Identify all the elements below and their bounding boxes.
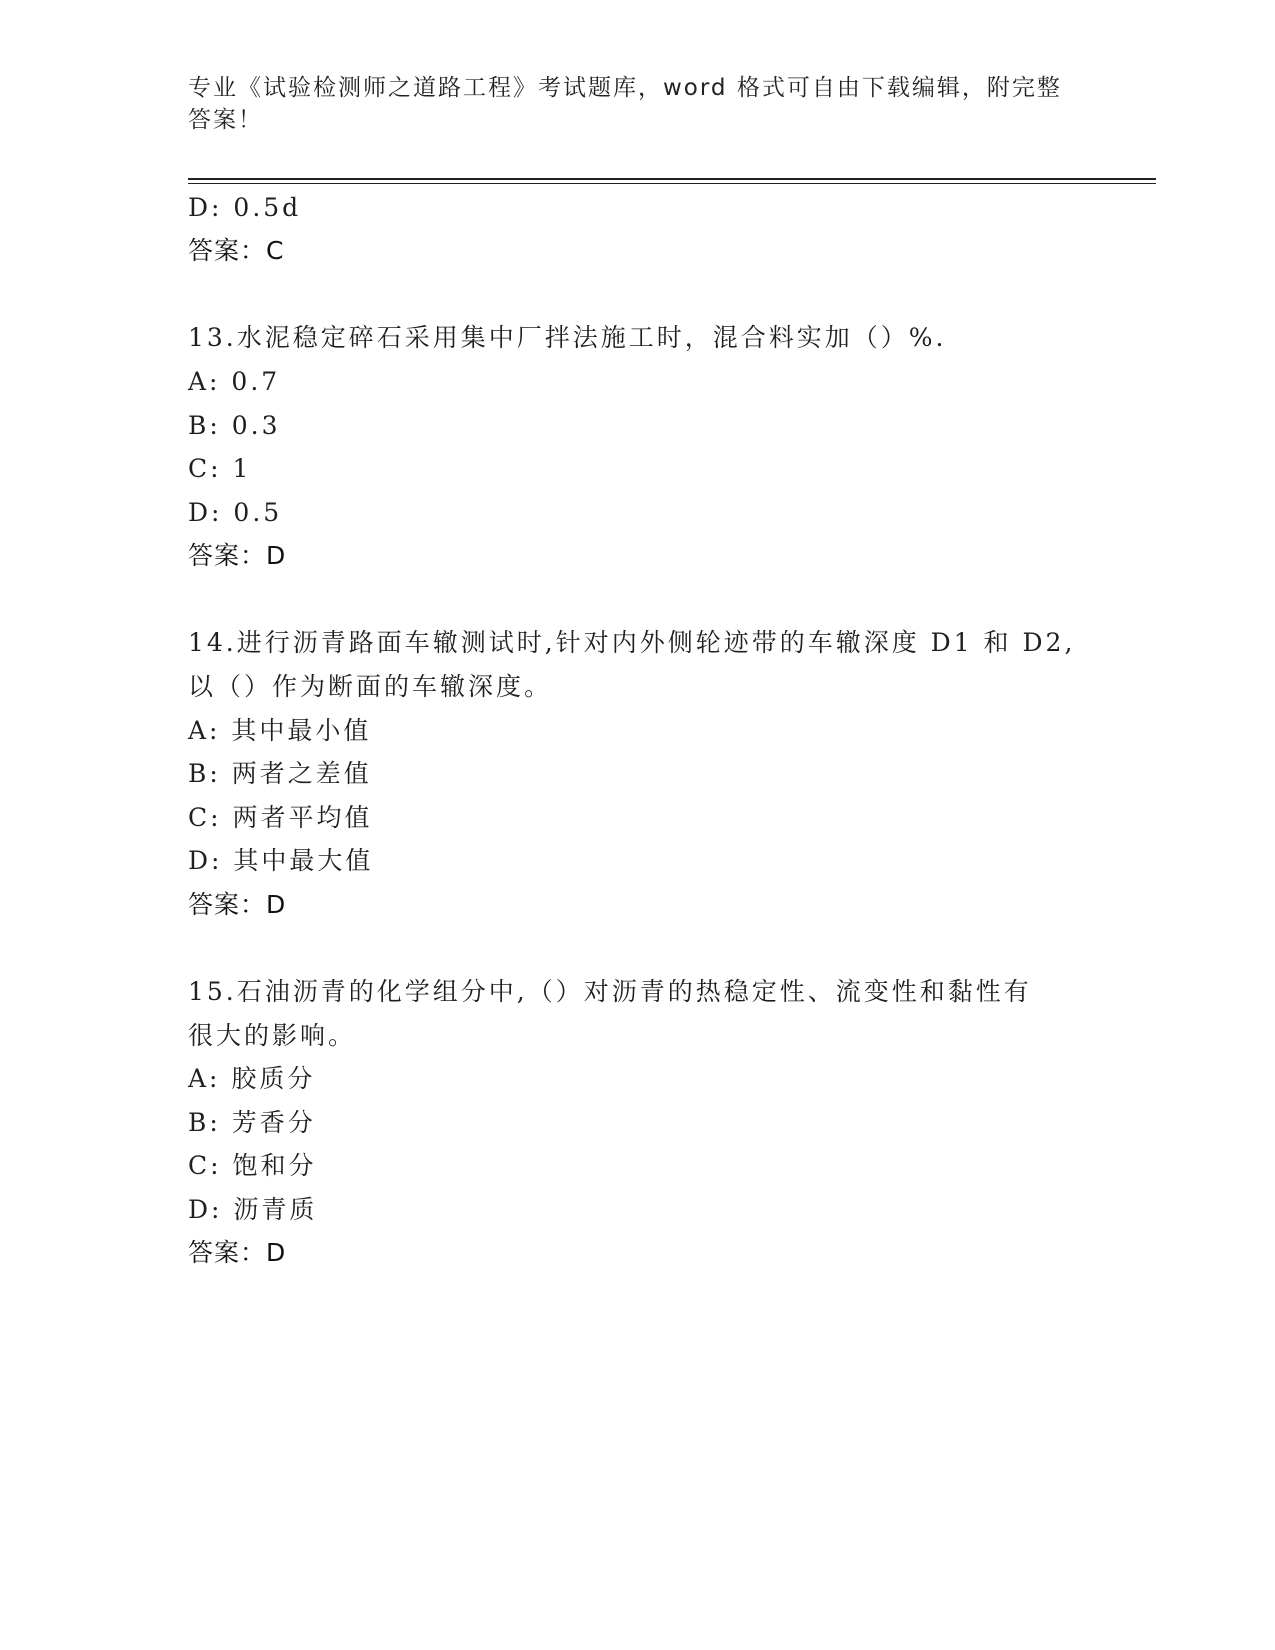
q13-answer: 答案：D	[188, 541, 287, 570]
q14-stem-line1: 14.进行沥青路面车辙测试时,针对内外侧轮迹带的车辙深度 D1 和 D2,	[188, 628, 1076, 657]
q15-answer: 答案：D	[188, 1238, 287, 1267]
q15-option-d: D: 沥青质	[188, 1195, 318, 1224]
q15-stem-line1: 15.石油沥青的化学组分中,（）对沥青的热稳定性、流变性和黏性有	[188, 977, 1032, 1006]
q15-option-c: C: 饱和分	[188, 1151, 317, 1180]
q15-option-a: A: 胶质分	[188, 1064, 316, 1093]
q14-option-d: D: 其中最大值	[188, 846, 374, 875]
q14-option-c: C: 两者平均值	[188, 803, 373, 832]
q13-option-c: C: 1	[188, 454, 252, 483]
q13-option-b: B: 0.3	[188, 411, 281, 440]
q15-option-b: B: 芳香分	[188, 1108, 316, 1137]
header-divider-thick	[188, 178, 1156, 180]
prev-option-d: D: 0.5d	[188, 193, 302, 222]
document-header: 专业《试验检测师之道路工程》考试题库，word 格式可自由下载编辑，附完整答案！	[188, 75, 1062, 133]
prev-answer: 答案：C	[188, 236, 285, 265]
q13-option-a: A: 0.7	[188, 367, 281, 396]
q14-stem-line2: 以（）作为断面的车辙深度。	[188, 672, 553, 701]
q13-stem: 13.水泥稳定碎石采用集中厂拌法施工时，混合料实加（）%.	[188, 323, 947, 352]
q15-stem-line2: 很大的影响。	[188, 1021, 357, 1050]
q14-option-b: B: 两者之差值	[188, 759, 372, 788]
header-divider-thin	[188, 183, 1156, 184]
q14-option-a: A: 其中最小值	[188, 716, 372, 745]
q14-answer: 答案：D	[188, 890, 287, 919]
q13-option-d: D: 0.5	[188, 498, 283, 527]
